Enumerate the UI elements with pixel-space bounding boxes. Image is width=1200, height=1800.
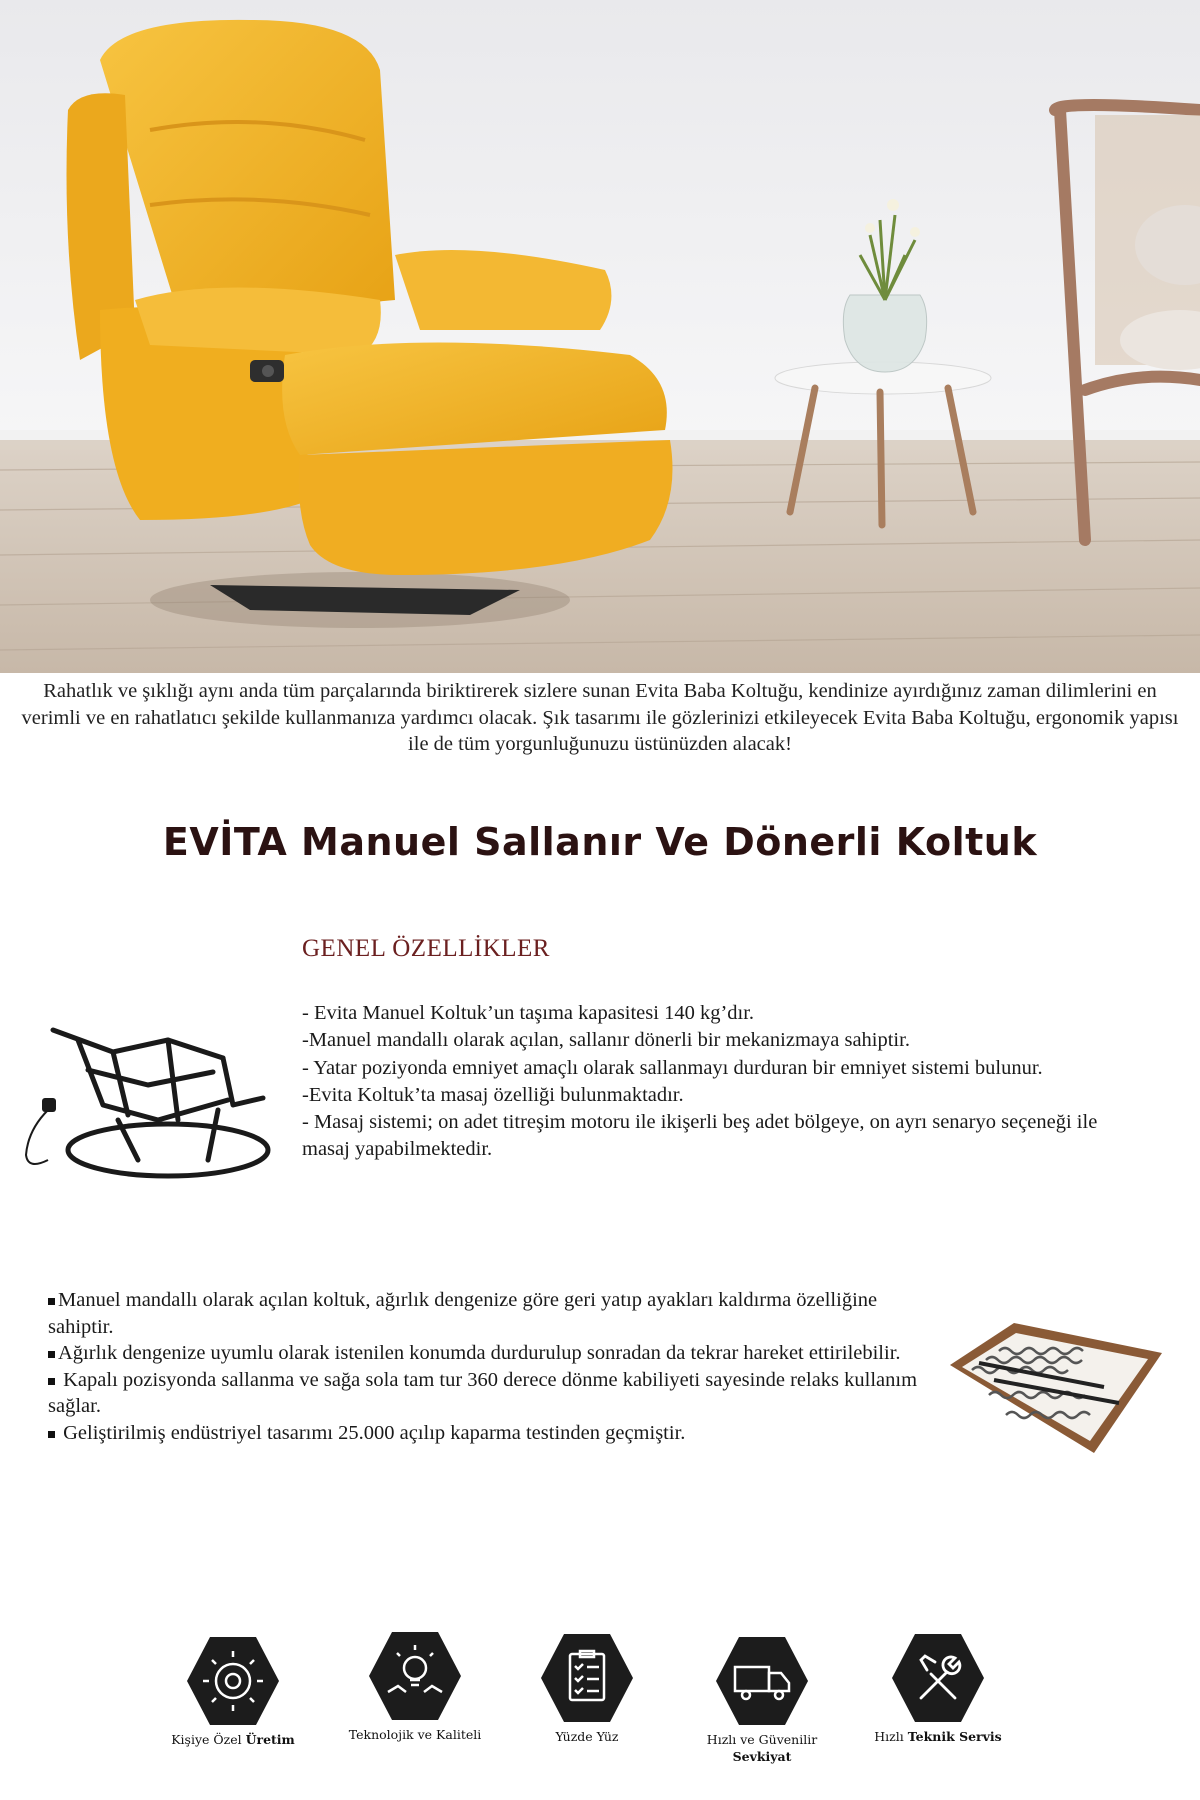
badge-fast-shipping: [692, 1635, 832, 1765]
bullet-icon: [48, 1351, 55, 1358]
badge-technical-service: [868, 1632, 1008, 1745]
detail-item: [48, 1340, 938, 1367]
features-list: [302, 1000, 1132, 1164]
recliner-mechanism-illustration: [18, 1010, 280, 1185]
badge-technology-quality: [345, 1630, 485, 1743]
feature-line: -Evita Koltuk’ta masaj özelliği bulunmaktadır.: [302, 1083, 684, 1106]
feature-line: - Evita Manuel Koltuk’un taşıma kapasitesi 140 kg’dır.: [302, 1002, 755, 1024]
badge-hundred-percent: [517, 1632, 657, 1745]
bullet-icon: [48, 1378, 55, 1385]
wrench-screwdriver-icon: [891, 1632, 985, 1724]
badge-label: Teknolojik ve Kaliteli: [348, 1727, 482, 1742]
intro-description: Rahatlık ve şıklığı aynı anda tüm parçalarında biriktirerek sizlere sunan Evita Baba Koltuğu, kendinize ayırdığınız zaman dilimlerini en verimli ve en rahatlatıcı şekilde kullanmanıza yardımcı olacak. Şık tasarımı ile gözlerinizi etkileyecek Evita Baba Koltuğu, ergonomik yapısı ile de tüm yorgunluğunuzu üstünüzden alacak!: [21, 680, 1179, 755]
gear-icon: [186, 1635, 280, 1727]
hero-product-photo: [0, 0, 1200, 673]
badge-label: Hızlı ve Güvenilir Sevkiyat: [706, 1732, 818, 1764]
badge-label: Yüzde Yüz: [555, 1729, 619, 1744]
bullet-icon: [48, 1431, 55, 1438]
detail-text: Manuel mandallı olarak açılan koltuk, ağırlık dengenize göre geri yatıp ayakları kaldırma özelliğine sahiptir.: [48, 1289, 878, 1338]
bullet-icon: [48, 1298, 55, 1305]
features-heading: GENEL ÖZELLİKLER: [302, 935, 550, 962]
feature-line: - Yatar poziyonda emniyet amaçlı olarak sallanmayı durduran bir emniyet sistemi bulunur.: [302, 1056, 1043, 1079]
lightbulb-hands-icon: [368, 1630, 462, 1722]
detail-item: [48, 1367, 938, 1420]
badge-custom-production: [163, 1635, 303, 1748]
truck-icon: [715, 1635, 809, 1727]
details-list: [48, 1287, 938, 1446]
detail-text: Geliştirilmiş endüstriyel tasarımı 25.000 açılıp kaparma testinden geçmiştir.: [58, 1421, 686, 1444]
detail-item: [48, 1287, 938, 1340]
feature-line: -Manuel mandallı olarak açılan, sallanır dönerli bir mekanizmaya sahiptir.: [302, 1029, 910, 1052]
checklist-icon: [540, 1632, 634, 1724]
badge-label: Kişiye Özel Üretim: [171, 1732, 295, 1747]
spring-frame-illustration: [944, 1315, 1166, 1457]
product-title: EVİTA Manuel Sallanır Ve Dönerli Koltuk: [162, 820, 1038, 864]
detail-text: Kapalı pozisyonda sallanma ve sağa sola tam tur 360 derece dönme kabiliyeti sayesinde relaks kullanım sağlar.: [48, 1368, 918, 1417]
detail-text: Ağırlık dengenize uyumlu olarak istenilen konumda durdurulup sonradan da tekrar hareket ettirilebilir.: [58, 1342, 901, 1364]
feature-line: - Masaj sistemi; on adet titreşim motoru ile ikişerli beş adet bölgeye, on ayrı senaryo seçeneği ile masaj yapabilmektedir.: [302, 1111, 1098, 1161]
detail-item: [48, 1420, 938, 1447]
badge-label: Hızlı Teknik Servis: [874, 1729, 1002, 1744]
